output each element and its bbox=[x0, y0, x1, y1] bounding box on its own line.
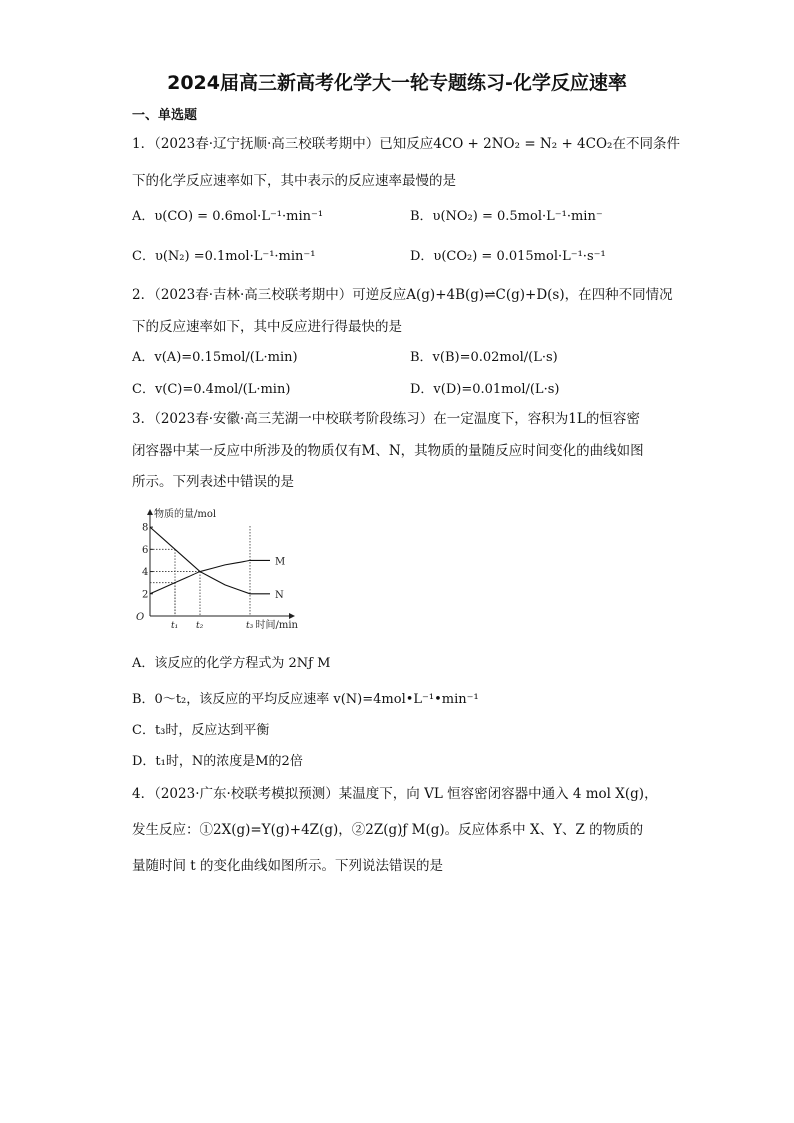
q2-stem-line2: 下的反应速率如下，其中反应进行得最快的是 bbox=[132, 319, 402, 335]
q4-stem-line2: 发生反应：①2X(g)=Y(g)+4Z(g)，②2Z(g)ƒ M(g)。反应体系中 X、Y、Z 的物质的 bbox=[132, 822, 644, 838]
series-label-M: M bbox=[275, 556, 286, 568]
q2-option-d: D．v(D)=0.01mol/(L·s) bbox=[410, 382, 560, 397]
y-tick-label: 6 bbox=[142, 544, 149, 556]
q3-option-a: A．该反应的化学方程式为 2Nƒ M bbox=[132, 656, 331, 671]
section-heading: 一、单选题 bbox=[132, 108, 198, 123]
q2-option-c: C．v(C)=0.4mol/(L·min) bbox=[132, 382, 291, 397]
page-title: 2024届高三新高考化学大一轮专题练习-化学反应速率 bbox=[167, 72, 627, 94]
q3-option-c: C．t₃时，反应达到平衡 bbox=[132, 723, 270, 738]
q3-stem-line1: 3．（2023春·安徽·高三芜湖一中校联考阶段练习）在一定温度下，容积为1L的恒容密 bbox=[132, 411, 640, 427]
x-axis-label: 时间/min bbox=[255, 620, 298, 631]
y-tick-label: 4 bbox=[142, 567, 149, 579]
q1-stem-line2: 下的化学反应速率如下，其中表示的反应速率最慢的是 bbox=[132, 173, 456, 189]
q4-stem-line1: 4．（2023·广东·校联考模拟预测）某温度下，向 VL 恒容密闭容器中通入 4 mol X(g)， bbox=[132, 786, 658, 802]
q2-option-b: B．v(B)=0.02mol/(L·s) bbox=[410, 350, 558, 365]
q2-option-a: A．v(A)=0.15mol/(L·min) bbox=[132, 350, 298, 365]
x-tick-label: t₂ bbox=[196, 621, 204, 631]
q1-option-c: C．υ(N₂) =0.1mol·L⁻¹·min⁻¹ bbox=[132, 249, 316, 264]
q3-stem-line3: 所示。下列表述中错误的是 bbox=[132, 474, 294, 490]
x-tick-label: t₃ bbox=[246, 621, 254, 631]
y-tick-label: 8 bbox=[142, 522, 149, 534]
q3-stem-line2: 闭容器中某一反应中所涉及的物质仅有M、N，其物质的量随反应时间变化的曲线如图 bbox=[132, 443, 644, 459]
q3-option-b: B．0～t₂，该反应的平均反应速率 v(N)=4mol•L⁻¹•min⁻¹ bbox=[132, 692, 479, 707]
y-tick-label: 2 bbox=[142, 589, 149, 601]
mole-time-chart bbox=[130, 506, 300, 634]
x-tick-label: t₁ bbox=[171, 621, 179, 631]
q1-option-a: A．υ(CO) = 0.6mol·L⁻¹·min⁻¹ bbox=[132, 209, 324, 224]
q2-stem-line1: 2．（2023春·吉林·高三校联考期中）可逆反应A(g)+4B(g)⇌C(g)+D(s)，在四种不同情况 bbox=[132, 287, 673, 303]
y-axis-label: 物质的量/mol bbox=[154, 509, 217, 520]
q4-stem-line3: 量随时间 t 的变化曲线如图所示。下列说法错误的是 bbox=[132, 858, 444, 874]
q1-option-b: B．υ(NO₂) = 0.5mol·L⁻¹·min⁻ bbox=[410, 209, 603, 224]
q3-option-d: D．t₁时，N的浓度是M的2倍 bbox=[132, 754, 303, 769]
q1-option-d: D．υ(CO₂) = 0.015mol·L⁻¹·s⁻¹ bbox=[410, 249, 606, 264]
q1-stem-line1: 1．（2023春·辽宁抚顺·高三校联考期中）已知反应4CO + 2NO₂ = N₂ + 4CO₂在不同条件 bbox=[132, 136, 680, 152]
origin-label: O bbox=[136, 612, 145, 623]
series-label-N: N bbox=[275, 589, 284, 601]
